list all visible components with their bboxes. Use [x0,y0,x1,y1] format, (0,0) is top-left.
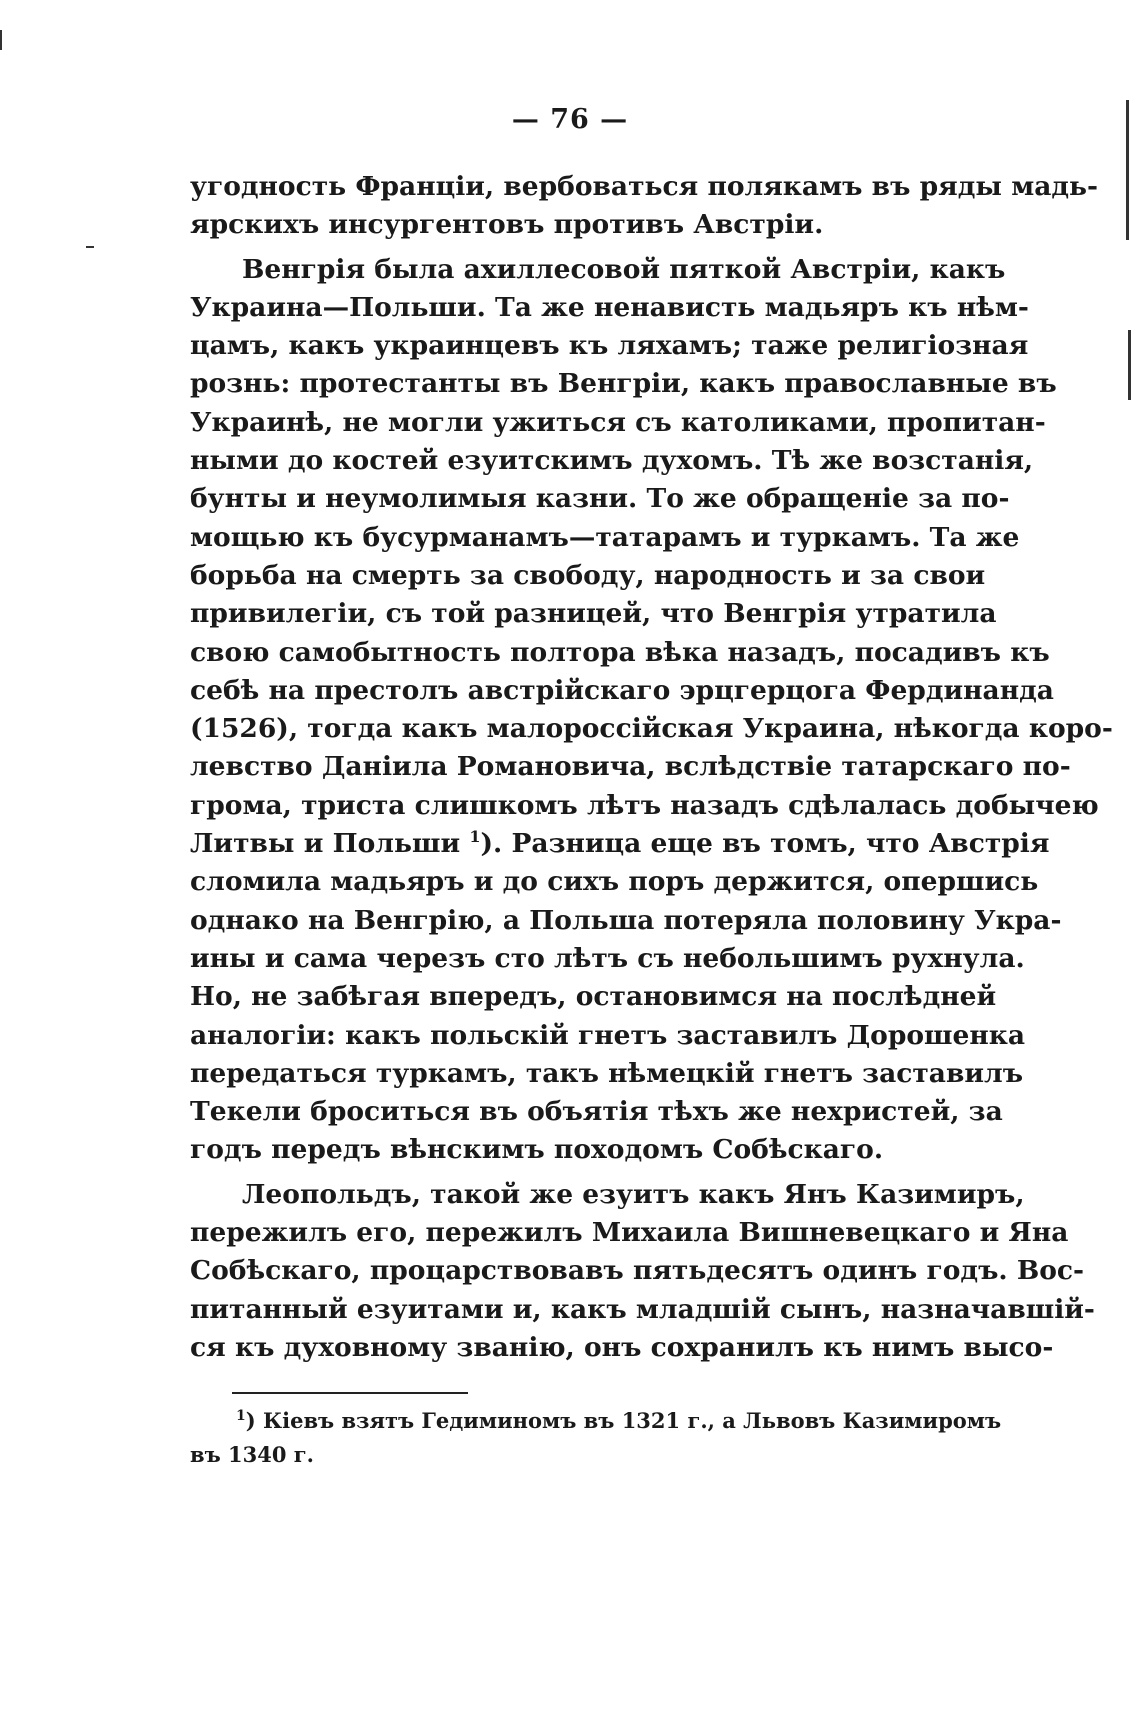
footnote-line: въ 1340 г. [190,1442,314,1467]
text-line: грома, триста слишкомъ лѣтъ назадъ сдѣлалась добычею [190,789,1099,821]
footnote-reference[interactable]: 1 [469,827,481,847]
scan-edge-mark [1126,100,1129,240]
text-line: аналогіи: какъ польскій гнетъ заставилъ Дорошенка [190,1019,1026,1051]
text-line: борьба на смерть за свободу, народность и за свои [190,559,986,591]
text-line: мощью къ бусурманамъ—татарамъ и туркамъ. Та же [190,521,1020,553]
text-fragment: ). Разница еще въ томъ, что Австрія [480,828,1050,860]
text-line: свою самобытность полтора вѣка назадъ, посадивъ къ [190,636,1050,668]
footnote-text: ) Кіевъ взятъ Гедиминомъ въ 1321 г., а Львовъ Казимиромъ [245,1408,1002,1433]
text-line: ярскихъ инсургентовъ противъ Австріи. [190,209,824,241]
text-line: (1526), тогда какъ малороссійская Украина, нѣкогда коро- [190,713,1113,745]
text-line: привилегіи, съ той разницей, что Венгрія утратила [190,598,997,630]
text-line: годъ передъ вѣнскимъ походомъ Собѣскаго. [190,1134,884,1166]
text-fragment: Литвы и Польши [190,828,461,860]
text-line: Леопольдъ, такой же езуитъ какъ Янъ Казимиръ, [242,1178,1025,1210]
main-text [190,168,1113,1367]
text-line: цамъ, какъ украинцевъ къ ляхамъ; таже религіозная [190,330,1029,362]
text-line: Украина—Польши. Та же ненависть мадьяръ къ нѣм- [190,291,1029,323]
footnote-divider [232,1392,468,1394]
text-line: Венгрія была ахиллесовой пяткой Австріи, какъ [242,253,1006,285]
text-line-with-footnote [190,825,1050,863]
text-line: Текели броситься въ объятія тѣхъ же нехристей, за [190,1096,1003,1128]
text-line: однако на Венгрію, а Польша потеряла половину Укра- [190,904,1062,936]
footnote-line [190,1404,1002,1438]
footnote [190,1404,1002,1472]
text-line: пережилъ его, пережилъ Михаила Вишневецкаго и Яна [190,1217,1069,1249]
scan-edge-mark [1128,330,1131,400]
text-line: Но, не забѣгая впередъ, остановимся на послѣдней [190,981,997,1013]
footnote-mark: 1 [236,1408,246,1424]
text-line: ся къ духовному званію, онъ сохранилъ къ нимъ высо- [190,1331,1054,1363]
text-line: угодность Франціи, вербоваться полякамъ въ ряды мадь- [190,171,1099,202]
text-line: левство Даніила Романовича, вслѣдствіе татарскаго по- [190,751,1071,783]
page-number: — 76 — [511,104,629,135]
scan-edge-mark [0,30,2,50]
text-line: питанный езуитами и, какъ младшій сынъ, назначавшій- [190,1293,1095,1325]
text-line: себѣ на престолъ австрійскаго эрцгерцога Фердинанда [190,674,1054,706]
text-line: ины и сама черезъ сто лѣтъ съ небольшимъ рухнула. [190,942,1025,974]
text-line: Украинѣ, не могли ужиться съ католиками, пропитан- [190,406,1046,438]
text-line: сломила мадьяръ и до сихъ поръ держится, опершись [190,866,1039,898]
text-line: Собѣскаго, процарствовавъ пятьдесятъ одинъ годъ. Вос- [190,1255,1085,1287]
text-line: ными до костей езуитскимъ духомъ. Тѣ же возстанія, [190,445,1034,477]
scan-edge-mark [86,246,94,248]
text-line: передаться туркамъ, такъ нѣмецкій гнетъ заставилъ [190,1057,1024,1089]
text-line: рознь: протестанты въ Венгріи, какъ православные въ [190,368,1057,400]
text-line: бунты и неумолимыя казни. То же обращеніе за по- [190,483,1010,515]
